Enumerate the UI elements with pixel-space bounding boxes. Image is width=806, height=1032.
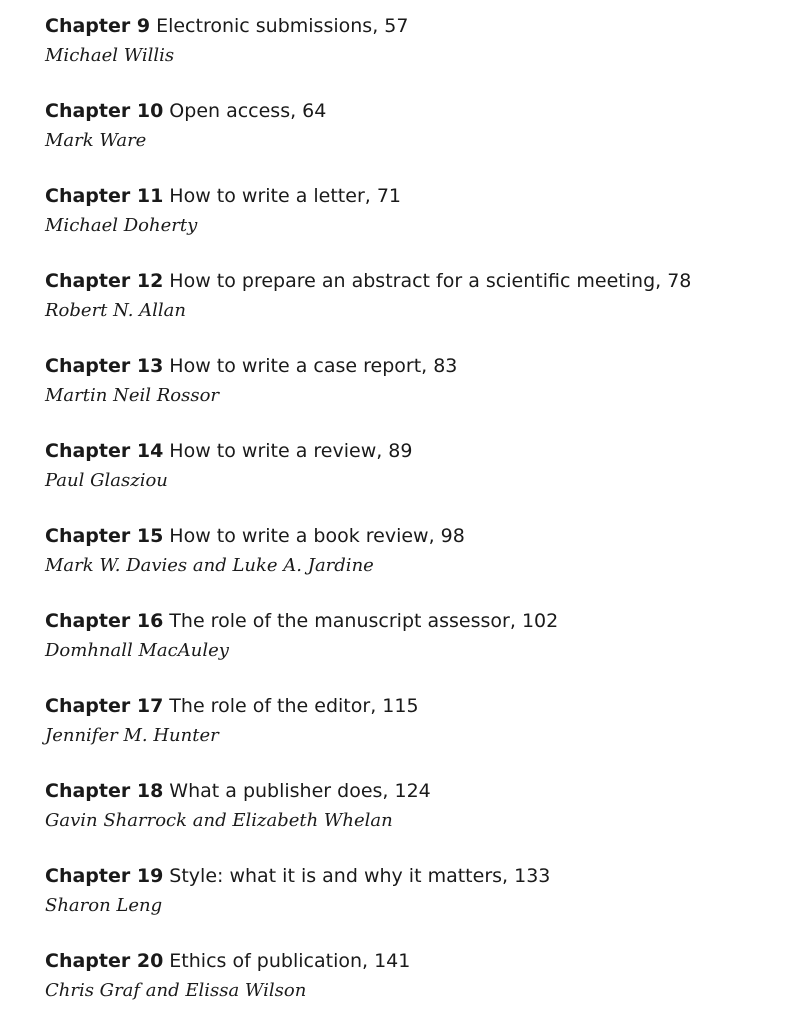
toc-entry xyxy=(45,862,785,947)
toc-entry xyxy=(45,437,785,522)
chapter-number: Chapter 12 xyxy=(45,270,164,292)
chapter-author: Jennifer M. Hunter xyxy=(45,725,219,746)
toc-entry xyxy=(45,97,785,182)
chapter-title: How to prepare an abstract for a scientific meeting, 78 xyxy=(169,270,692,292)
chapter-title: Ethics of publication, 141 xyxy=(169,950,411,972)
chapter-author: Michael Willis xyxy=(45,45,175,66)
chapter-author: Paul Glasziou xyxy=(45,470,168,491)
chapter-title: How to write a book review, 98 xyxy=(169,525,465,547)
chapter-author: Domhnall MacAuley xyxy=(45,640,229,661)
toc-entry xyxy=(45,352,785,437)
chapter-number: Chapter 9 xyxy=(45,15,151,37)
chapter-author: Chris Graf and Elissa Wilson xyxy=(45,980,307,1001)
chapter-author: Gavin Sharrock and Elizabeth Whelan xyxy=(45,810,393,831)
chapter-number: Chapter 17 xyxy=(45,695,164,717)
chapter-title: How to write a case report, 83 xyxy=(169,355,458,377)
chapter-number: Chapter 15 xyxy=(45,525,164,547)
chapter-author: Mark W. Davies and Luke A. Jardine xyxy=(45,555,374,576)
chapter-number: Chapter 18 xyxy=(45,780,164,802)
chapter-number: Chapter 20 xyxy=(45,950,164,972)
chapter-author: Sharon Leng xyxy=(45,895,163,916)
chapter-number: Chapter 11 xyxy=(45,185,164,207)
chapter-number: Chapter 19 xyxy=(45,865,164,887)
chapter-number: Chapter 10 xyxy=(45,100,164,122)
chapter-title: Electronic submissions, 57 xyxy=(156,15,409,37)
toc-entry xyxy=(45,522,785,607)
chapter-number: Chapter 13 xyxy=(45,355,164,377)
toc-entry xyxy=(45,267,785,352)
chapter-author: Robert N. Allan xyxy=(45,300,187,321)
toc-entry xyxy=(45,12,785,97)
chapter-author: Mark Ware xyxy=(45,130,147,151)
chapter-title: The role of the manuscript assessor, 102 xyxy=(169,610,559,632)
chapter-author: Michael Doherty xyxy=(45,215,198,236)
chapter-title: The role of the editor, 115 xyxy=(169,695,419,717)
toc-entry xyxy=(45,692,785,777)
chapter-title: Style: what it is and why it matters, 133 xyxy=(169,865,551,887)
chapter-title: What a publisher does, 124 xyxy=(169,780,431,802)
toc-entry xyxy=(45,947,785,1032)
table-of-contents xyxy=(45,12,785,1032)
toc-entry xyxy=(45,182,785,267)
chapter-author: Martin Neil Rossor xyxy=(45,385,220,406)
chapter-title: Open access, 64 xyxy=(169,100,327,122)
toc-entry xyxy=(45,607,785,692)
chapter-title: How to write a review, 89 xyxy=(169,440,413,462)
toc-entry xyxy=(45,777,785,862)
chapter-title: How to write a letter, 71 xyxy=(169,185,402,207)
chapter-number: Chapter 14 xyxy=(45,440,164,462)
chapter-number: Chapter 16 xyxy=(45,610,164,632)
